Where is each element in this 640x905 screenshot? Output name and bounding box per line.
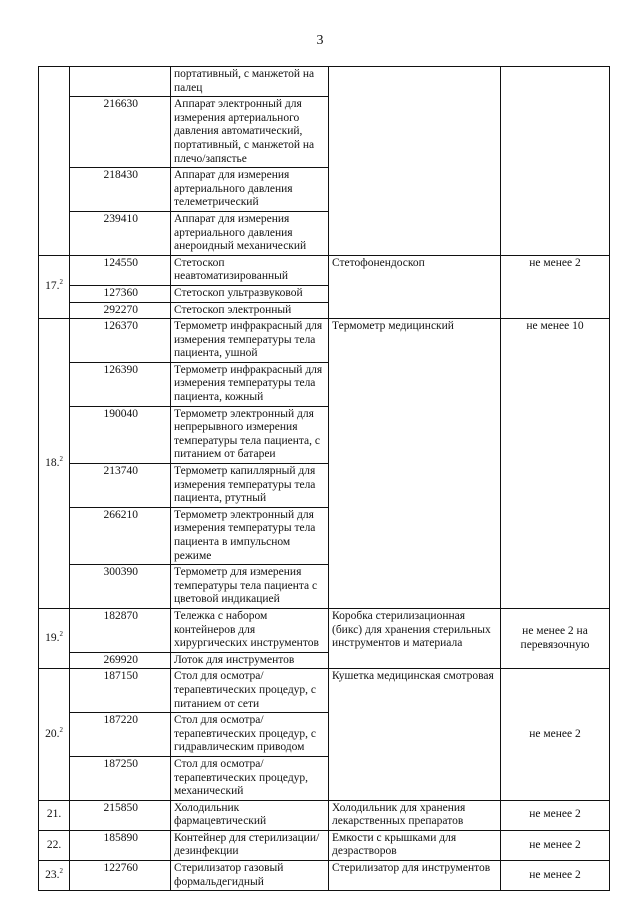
- name-cell: Термометр инфракрасный для измерения температуры тела пациента, кожный: [171, 362, 329, 406]
- code-cell: 126390: [70, 362, 171, 406]
- code-cell: 127360: [70, 285, 171, 302]
- name-cell: Стетоскоп неавтоматизированный: [171, 255, 329, 285]
- row-number: 19.: [45, 631, 60, 644]
- table-row: [39, 669, 610, 713]
- quantity-cell: не менее 10: [501, 319, 610, 609]
- code-cell: 185890: [70, 830, 171, 860]
- footnote-mark: 2: [59, 725, 63, 734]
- name-cell: Лоток для инструментов: [171, 652, 329, 669]
- code-cell: 215850: [70, 800, 171, 830]
- code-cell: 124550: [70, 255, 171, 285]
- table-row: [39, 67, 610, 97]
- row-number-cell: [39, 669, 70, 800]
- name-cell: Аппарат для измерения артериального давления анероидный механический: [171, 211, 329, 255]
- name-cell: Стерилизатор газовый формальдегидный: [171, 861, 329, 891]
- row-number: 18.: [45, 456, 60, 469]
- name-cell: Стол для осмотра/терапевтических процедур, механический: [171, 756, 329, 800]
- code-cell: 187150: [70, 669, 171, 713]
- row-number: 20.: [45, 727, 60, 740]
- table-row: [39, 319, 610, 363]
- row-number-cell: [39, 319, 70, 609]
- name-cell: Термометр для измерения температуры тела пациента с цветовой индикацией: [171, 565, 329, 609]
- quantity-cell: не менее 2: [501, 861, 610, 891]
- table-row: [39, 608, 610, 652]
- requirement-cell: Термометр медицинский: [329, 319, 501, 609]
- code-cell: 190040: [70, 406, 171, 463]
- code-cell: 187250: [70, 756, 171, 800]
- table-row: [39, 255, 610, 285]
- requirement-cell: Емкости с крышками для дезрастворов: [329, 830, 501, 860]
- requirement-cell: Стетофонендоскоп: [329, 255, 501, 318]
- name-cell: Стетоскоп ультразвуковой: [171, 285, 329, 302]
- name-cell: портативный, с манжетой на палец: [171, 67, 329, 97]
- row-number-cell: [39, 67, 70, 256]
- name-cell: Термометр электронный для измерения температуры тела пациента в импульсном режиме: [171, 507, 329, 564]
- name-cell: Стетоскоп электронный: [171, 302, 329, 319]
- row-number-cell: [39, 861, 70, 891]
- name-cell: Термометр инфракрасный для измерения температуры тела пациента, ушной: [171, 319, 329, 363]
- requirement-cell: Коробка стерилизационная (бикс) для хранения стерильных инструментов и материала: [329, 608, 501, 668]
- code-cell: 239410: [70, 211, 171, 255]
- footnote-mark: 2: [59, 629, 63, 638]
- requirement-cell: [329, 67, 501, 256]
- row-number-cell: [39, 255, 70, 318]
- quantity-cell: не менее 2: [501, 830, 610, 860]
- row-number: 23.: [45, 868, 60, 881]
- quantity-cell: не менее 2 на перевязочную: [501, 608, 610, 668]
- code-cell: 187220: [70, 713, 171, 757]
- name-cell: Аппарат для измерения артериального давления телеметрический: [171, 168, 329, 212]
- name-cell: Контейнер для стерилизации/дезинфекции: [171, 830, 329, 860]
- name-cell: Термометр капиллярный для измерения температуры тела пациента, ртутный: [171, 464, 329, 508]
- quantity-cell: [501, 67, 610, 256]
- row-number-cell: [39, 608, 70, 668]
- code-cell: 216630: [70, 97, 171, 168]
- code-cell: 269920: [70, 652, 171, 669]
- quantity-cell: не менее 2: [501, 800, 610, 830]
- name-cell: Стол для осмотра/терапевтических процедур, с гидравлическим приводом: [171, 713, 329, 757]
- code-cell: 218430: [70, 168, 171, 212]
- code-cell: 182870: [70, 608, 171, 652]
- requirement-cell: Холодильник для хранения лекарственных препаратов: [329, 800, 501, 830]
- table-row: [39, 800, 610, 830]
- footnote-mark: 2: [59, 278, 63, 287]
- name-cell: Термометр электронный для непрерывного измерения температуры тела пациента, с питанием от батареи: [171, 406, 329, 463]
- requirement-cell: Кушетка медицинская смотровая: [329, 669, 501, 800]
- name-cell: Стол для осмотра/терапевтических процедур, с питанием от сети: [171, 669, 329, 713]
- code-cell: 213740: [70, 464, 171, 508]
- page-number: 3: [316, 33, 324, 48]
- code-cell: 122760: [70, 861, 171, 891]
- name-cell: Холодильник фармацевтический: [171, 800, 329, 830]
- footnote-mark: 2: [59, 866, 63, 875]
- name-cell: Аппарат электронный для измерения артериального давления автоматический, портативный, с манжетой на плечо/запястье: [171, 97, 329, 168]
- quantity-cell: не менее 2: [501, 255, 610, 318]
- quantity-cell: не менее 2: [501, 669, 610, 800]
- name-cell: Тележка с набором контейнеров для хирургических инструментов: [171, 608, 329, 652]
- row-number-cell: [39, 830, 70, 860]
- code-cell: 300390: [70, 565, 171, 609]
- code-cell: 292270: [70, 302, 171, 319]
- table-row: [39, 861, 610, 891]
- footnote-mark: 2: [59, 454, 63, 463]
- row-number: 21.: [46, 808, 62, 821]
- requirement-cell: Стерилизатор для инструментов: [329, 861, 501, 891]
- code-cell: [70, 67, 171, 97]
- row-number: 22.: [46, 838, 62, 851]
- equipment-table: [38, 66, 610, 891]
- row-number: 17.: [45, 280, 60, 293]
- code-cell: 126370: [70, 319, 171, 363]
- table-row: [39, 830, 610, 860]
- code-cell: 266210: [70, 507, 171, 564]
- row-number-cell: [39, 800, 70, 830]
